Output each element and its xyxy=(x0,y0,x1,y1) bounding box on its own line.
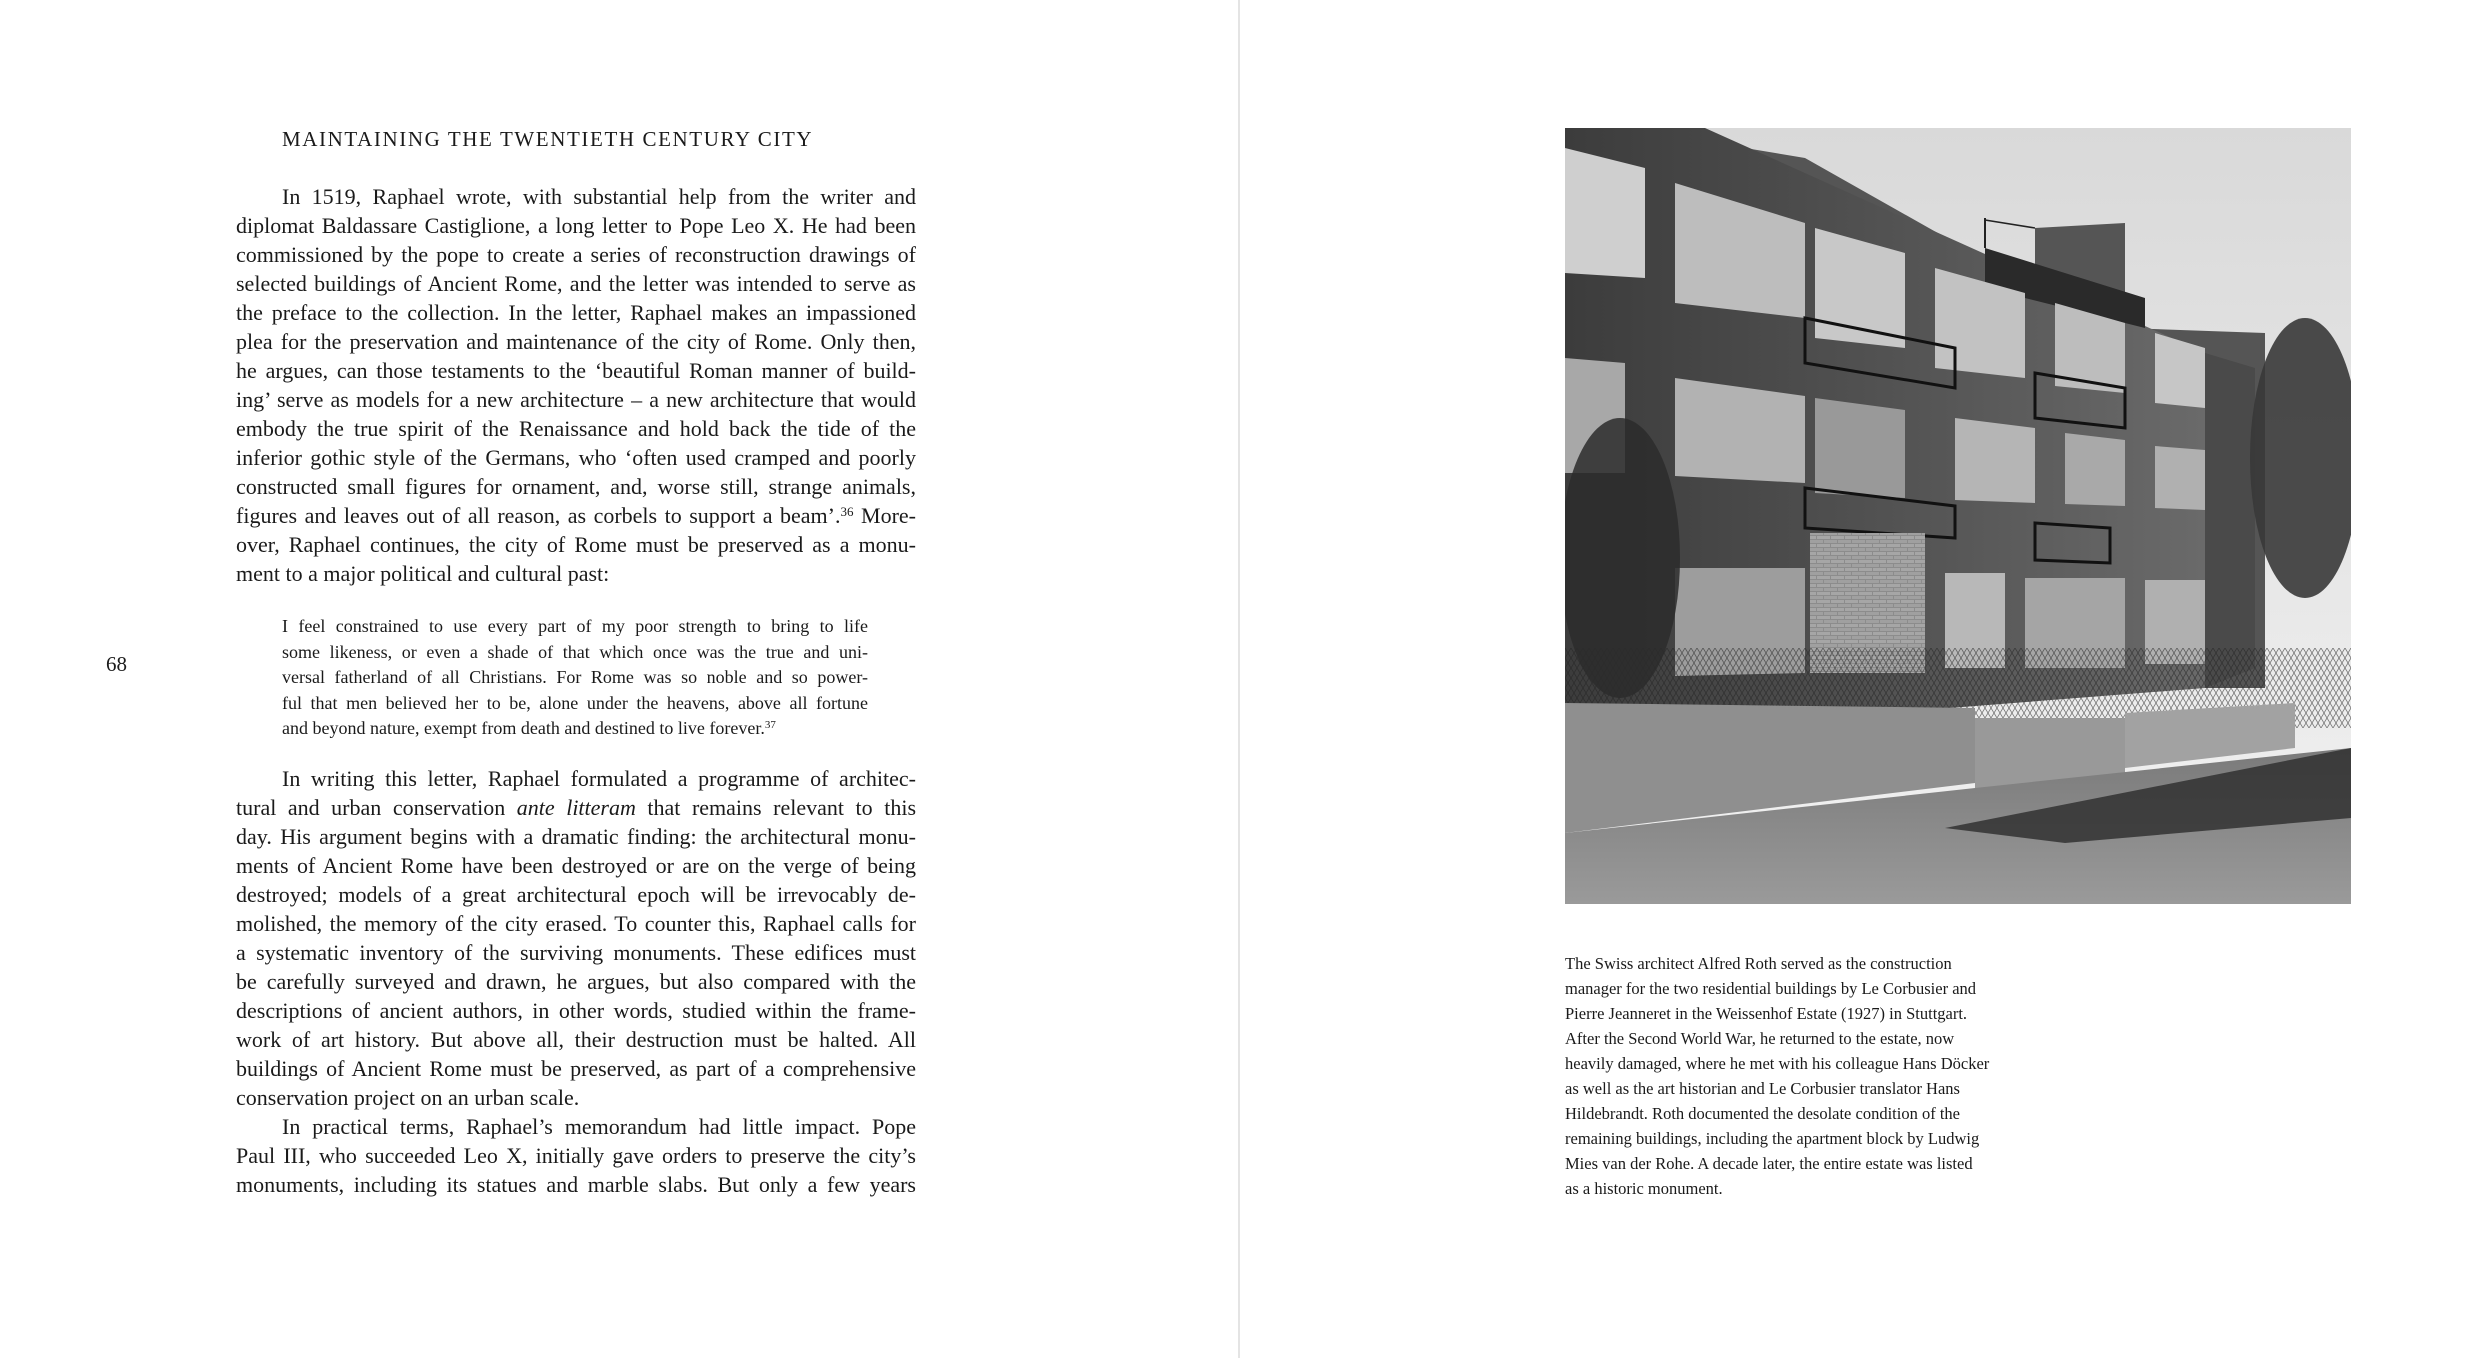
text-line: conservation project on an urban scale. xyxy=(236,1085,580,1110)
text-line: molished, the memory of the city erased. To counter this, Raphael calls for xyxy=(236,911,916,936)
text-line: be carefully surveyed and drawn, he argues, but also compared with the xyxy=(236,969,916,994)
text-line: he argues, can those testaments to the ‘beautiful Roman manner of build- xyxy=(236,358,916,383)
text-line: work of art history. But above all, their destruction must be halted. All xyxy=(236,1027,916,1052)
italic-term: ante litteram xyxy=(516,795,636,820)
caption-line: heavily damaged, where he met with his colleague Hans Döcker xyxy=(1565,1054,1990,1073)
right-page xyxy=(1240,0,2480,1358)
caption-line: Pierre Jeanneret in the Weissenhof Estate (1927) in Stuttgart. xyxy=(1565,1004,1968,1023)
text-line: day. His argument begins with a dramatic finding: the architectural monu- xyxy=(236,824,916,849)
text-line: ment to a major political and cultural past: xyxy=(236,561,610,586)
footnote-ref-37: 37 xyxy=(764,719,776,731)
caption-line: Hildebrandt. Roth documented the desolate condition of the xyxy=(1565,1104,1960,1123)
text-line: embody the true spirit of the Renaissance and hold back the tide of the xyxy=(236,416,916,441)
text-line: buildings of Ancient Rome must be preserved, as part of a comprehensive xyxy=(236,1056,916,1081)
text-line: inferior gothic style of the Germans, who ‘often used cramped and poorly xyxy=(236,445,916,470)
photo-caption xyxy=(1565,951,2045,1201)
paragraph-1 xyxy=(236,182,916,588)
text-line: monuments, including its statues and marble slabs. But only a few years xyxy=(236,1172,916,1197)
facade-end xyxy=(2205,353,2255,688)
caption-line: The Swiss architect Alfred Roth served as the construction xyxy=(1565,954,1952,973)
text-line-with-note xyxy=(236,501,916,530)
caption-line: remaining buildings, including the apartment block by Ludwig xyxy=(1565,1129,1980,1148)
caption-line: as well as the art historian and Le Corbusier translator Hans xyxy=(1565,1079,1960,1098)
text-line: plea for the preservation and maintenance of the city of Rome. Only then, xyxy=(236,329,916,354)
page-number: 68 xyxy=(106,652,127,676)
running-head: MAINTAINING THE TWENTIETH CENTURY CITY xyxy=(282,127,814,151)
text-fragment: figures and leaves out of all reason, as corbels to support a beam’. xyxy=(236,503,841,528)
quote-line: some likeness, or even a shade of that which once was the true and uni- xyxy=(282,641,868,662)
footnote-ref-36: 36 xyxy=(840,504,854,519)
text-line: the preface to the collection. In the letter, Raphael makes an impassioned xyxy=(236,300,916,325)
text-line: In practical terms, Raphael’s memorandum had little impact. Pope xyxy=(282,1114,916,1139)
text-fragment: that remains relevant to this xyxy=(635,795,916,820)
left-page xyxy=(0,0,1238,1358)
text-line: commissioned by the pope to create a series of reconstruction drawings of xyxy=(236,242,916,267)
text-line: ing’ serve as models for a new architecture – a new architecture that would xyxy=(236,387,916,412)
text-line: In 1519, Raphael wrote, with substantial help from the writer and xyxy=(282,184,916,209)
text-line: descriptions of ancient authors, in other words, studied within the frame- xyxy=(236,998,916,1023)
caption-line: manager for the two residential buildings by Le Corbusier and xyxy=(1565,979,1977,998)
text-fragment: More- xyxy=(853,503,916,528)
text-fragment: and beyond nature, exempt from death and destined to live forever. xyxy=(282,718,765,738)
quote-line: ful that men believed her to be, alone under the heavens, above all fortune xyxy=(282,692,868,713)
text-line: a systematic inventory of the surviving monuments. These edifices must xyxy=(236,940,916,965)
building-photo xyxy=(1565,128,2351,904)
text-line: over, Raphael continues, the city of Rome must be preserved as a monu- xyxy=(236,532,916,557)
caption-line: as a historic monument. xyxy=(1565,1179,1723,1198)
text-fragment: tural and urban conservation xyxy=(236,795,517,820)
text-line: destroyed; models of a great architectural epoch will be irrevocably de- xyxy=(236,882,916,907)
quote-line: versal fatherland of all Christians. For Rome was so noble and so power- xyxy=(282,667,868,687)
text-line: selected buildings of Ancient Rome, and the letter was intended to serve as xyxy=(236,271,916,296)
text-line: Paul III, who succeeded Leo X, initially gave orders to preserve the city’s xyxy=(236,1143,916,1168)
text-line-with-italic xyxy=(236,793,916,822)
quote-line-with-note xyxy=(282,716,868,742)
text-line: constructed small figures for ornament, and, worse still, strange animals, xyxy=(236,474,916,499)
quote-line: I feel constrained to use every part of my poor strength to bring to life xyxy=(282,616,868,636)
apartment-block-illustration xyxy=(1565,128,2351,904)
text-line: ments of Ancient Rome have been destroyed or are on the verge of being xyxy=(236,853,916,878)
block-quote xyxy=(282,614,868,742)
text-line: diplomat Baldassare Castiglione, a long letter to Pope Leo X. He had been xyxy=(236,213,916,238)
paragraphs-2-3 xyxy=(236,764,916,1199)
caption-line: Mies van der Rohe. A decade later, the entire estate was listed xyxy=(1565,1154,1973,1173)
text-line: In writing this letter, Raphael formulated a programme of architec- xyxy=(282,766,916,791)
caption-line: After the Second World War, he returned to the estate, now xyxy=(1565,1029,1955,1048)
